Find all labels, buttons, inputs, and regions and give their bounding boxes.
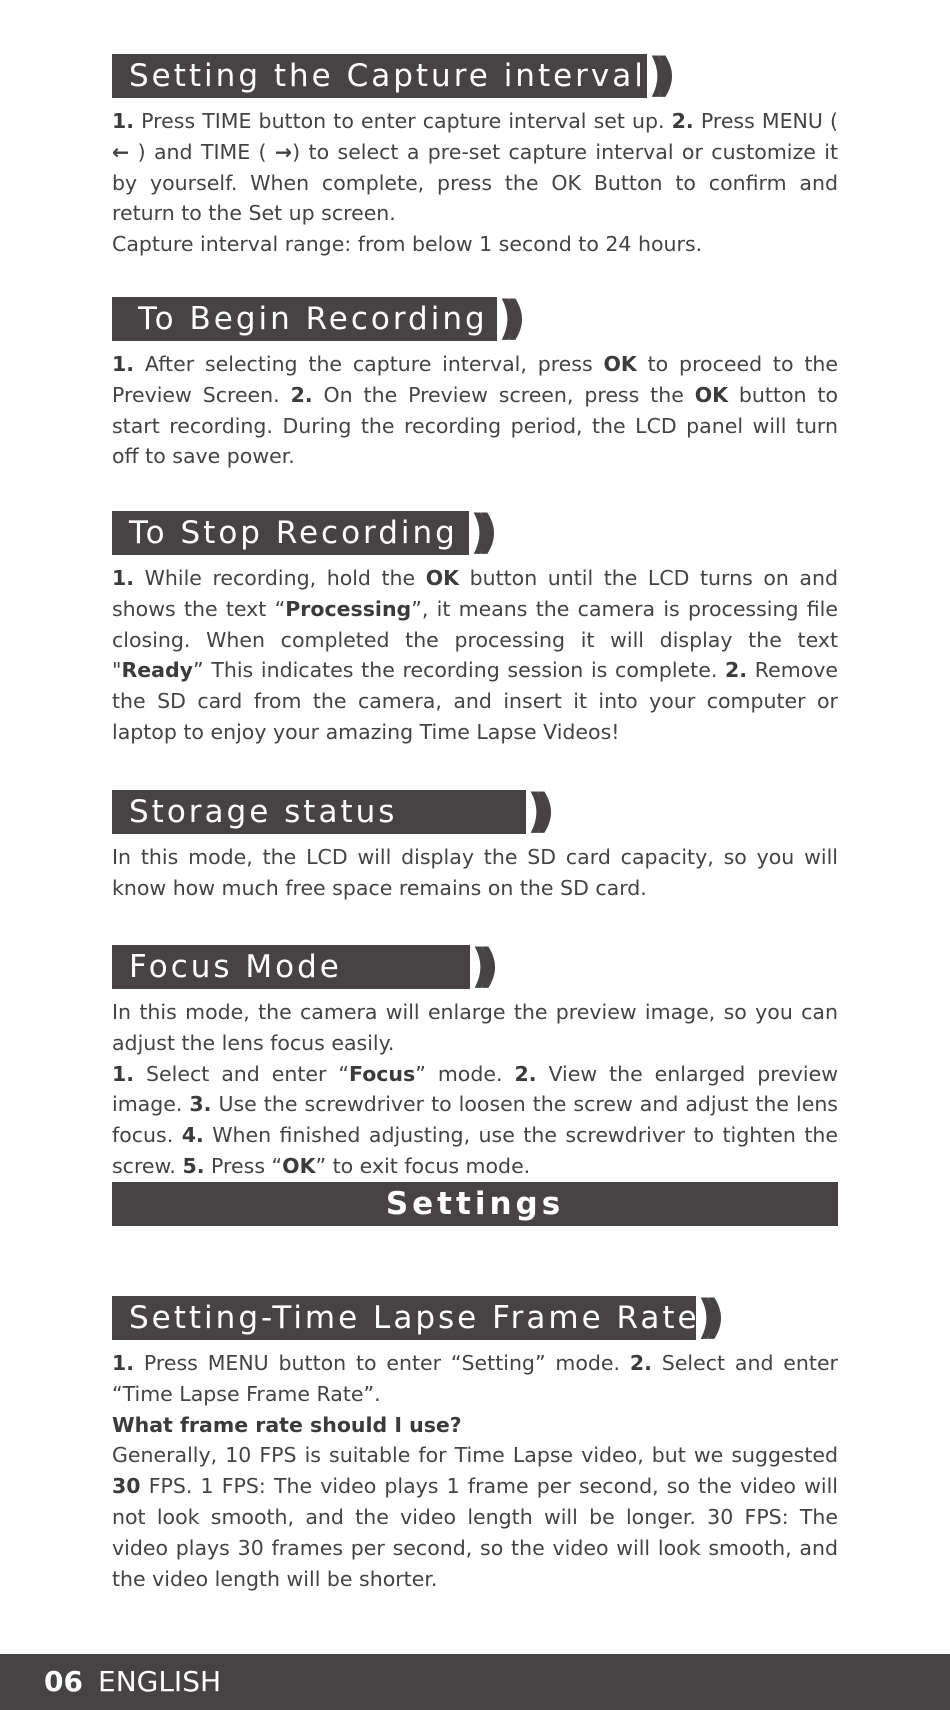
section-frame-rate: [112, 1290, 838, 1594]
ok-label: OK: [425, 566, 460, 590]
text: to proceed to the Preview Screen.: [112, 352, 838, 407]
text: ) to select a pre-set capture interval or customize it by yourself. When complete, press the OK Button to confirm and return to the Set up screen.: [112, 139, 838, 226]
double-parenthesis-icon: )): [648, 48, 663, 102]
processing-label: Processing: [285, 596, 412, 621]
step-number: 4.: [181, 1123, 204, 1148]
text: While recording, hold the: [134, 566, 426, 590]
text: Generally, 10 FPS is suitable for Time Lapse video, but we suggested: [112, 1443, 838, 1468]
paragraph: [112, 1348, 838, 1410]
text: Press “: [204, 1153, 283, 1178]
section-focus-mode: [112, 939, 839, 1182]
section-title: Storage status: [112, 790, 526, 834]
text: Use the screwdriver to loosen the screw and adjust the lens focus.: [112, 1092, 838, 1148]
text: View the enlarged preview image.: [112, 1061, 839, 1117]
paragraph: In this mode, the camera will enlarge the preview image, so you can adjust the lens focus easily.: [112, 1000, 838, 1055]
question-heading: What frame rate should I use?: [112, 1412, 462, 1437]
page-number: 06: [44, 1665, 83, 1698]
step-number: 2.: [629, 1351, 652, 1375]
text: ” mode.: [415, 1061, 515, 1086]
text: Remove the SD card from the camera, and insert it into your computer or laptop to enjoy your amazing Time Lapse Videos!: [112, 658, 839, 744]
paragraph: [112, 1440, 838, 1594]
text: ” This indicates the recording session is complete.: [193, 658, 726, 683]
settings-header: Settings: [112, 1182, 838, 1226]
text: Press TIME button to enter capture interval set up.: [134, 109, 672, 133]
double-parenthesis-icon: )): [498, 291, 513, 345]
page-footer: [0, 1654, 950, 1710]
section-stop-recording: [112, 505, 839, 748]
text: ” to exit focus mode.: [315, 1153, 531, 1178]
text: Select and enter “: [134, 1061, 350, 1086]
step-number: 1.: [112, 566, 135, 590]
text: ”, it means the camera is processing file closing. When completed the processing it will display the text ": [112, 596, 838, 683]
section-header: [112, 784, 838, 838]
section-header: [112, 1290, 838, 1344]
step-number: 2.: [725, 658, 748, 683]
step-number: 2.: [290, 382, 313, 407]
section-header: [112, 291, 838, 345]
step-number: 5.: [182, 1153, 205, 1178]
paragraph: Capture interval range: from below 1 second to 24 hours.: [112, 232, 703, 257]
text: After selecting the capture interval, press: [134, 352, 604, 376]
double-parenthesis-icon: )): [697, 1290, 712, 1344]
text: Press MENU (: [693, 109, 838, 133]
step-number: 1.: [112, 1061, 135, 1086]
text: button until the LCD turns on and shows the text “: [112, 566, 839, 621]
arrow-right-icon: →: [274, 139, 293, 164]
text: FPS. 1 FPS: The video plays 1 frame per second, so the video will not look smooth, and the video length will be longer. 30 FPS: The video plays 30 frames per second, so the video will look smooth, and the video length will be shorter.: [112, 1474, 838, 1591]
step-number: 1.: [112, 109, 135, 133]
section-header: [112, 48, 838, 102]
text: When finished adjusting, use the screwdriver to tighten the screw.: [112, 1123, 838, 1178]
text: Select and enter “Time Lapse Frame Rate”.: [112, 1351, 838, 1406]
section-title: Setting the Capture interval: [112, 54, 647, 98]
ok-label: OK: [282, 1153, 316, 1178]
section-header: [112, 505, 838, 559]
paragraph: [112, 1059, 838, 1182]
focus-label: Focus: [349, 1061, 416, 1086]
text: On the Preview screen, press the: [312, 382, 695, 407]
arrow-left-icon: ←: [112, 139, 130, 164]
paragraph: [112, 106, 838, 229]
section-title: Setting-Time Lapse Frame Rate: [112, 1296, 696, 1340]
ok-label: OK: [603, 352, 637, 376]
step-number: 2.: [514, 1061, 537, 1086]
step-number: 1.: [112, 1351, 135, 1375]
text: button to start recording. During the recording period, the LCD panel will turn off to save power.: [112, 382, 839, 469]
section-capture-interval: [112, 48, 838, 260]
double-parenthesis-icon: )): [470, 505, 485, 559]
section-title: Focus Mode: [112, 945, 470, 989]
ok-label: OK: [694, 382, 729, 407]
section-storage-status: [112, 784, 838, 904]
paragraph: In this mode, the LCD will display the SD card capacity, so you will know how much free space remains on the SD card.: [112, 845, 838, 900]
text: ) and TIME (: [129, 139, 275, 164]
section-title: To Stop Recording: [112, 511, 469, 555]
section-title: To Begin Recording: [112, 297, 497, 341]
text: Press MENU button to enter “Setting” mode.: [134, 1351, 630, 1375]
double-parenthesis-icon: )): [527, 784, 542, 838]
paragraph: [112, 349, 838, 472]
double-parenthesis-icon: )): [471, 939, 486, 993]
language-label: ENGLISH: [98, 1665, 222, 1698]
step-number: 1.: [112, 352, 135, 376]
fps-value: 30: [112, 1474, 141, 1499]
section-begin-recording: [112, 291, 839, 472]
paragraph: [112, 563, 838, 748]
step-number: 3.: [189, 1092, 212, 1117]
ready-label: Ready: [121, 658, 193, 683]
step-number: 2.: [671, 109, 694, 133]
section-header: [112, 939, 838, 993]
